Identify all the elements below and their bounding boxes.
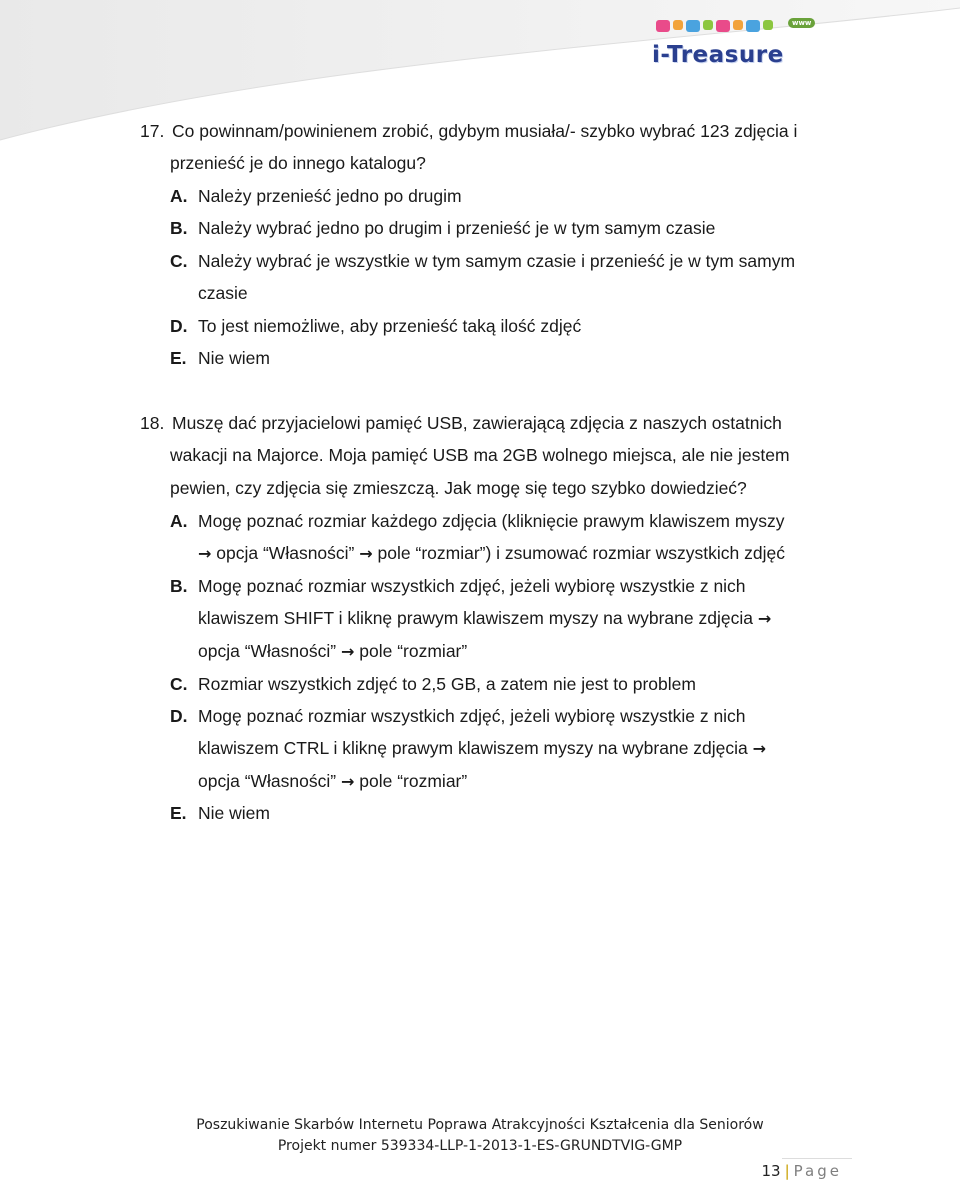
- q17-option-e-label: E.: [170, 348, 187, 368]
- question-17-line-1: Co powinnam/powinienem zrobić, gdybym musiała/- szybko wybrać 123 zdjęcia i: [172, 121, 798, 141]
- arrow-right-icon: →: [340, 772, 355, 791]
- footer-divider: [782, 1158, 852, 1159]
- q18-option-b-line-2: klawiszem SHIFT i kliknę prawym klawiszem myszy na wybrane zdjęcia: [198, 608, 753, 628]
- q17-option-e-text: Nie wiem: [198, 348, 270, 368]
- footer-project-number: Projekt numer 539334-LLP-1-2013-1-ES-GRUNDTVIG-GMP: [277, 1138, 683, 1154]
- logo-bubble-icon: [686, 20, 700, 32]
- q18-option-d-label: D.: [170, 706, 188, 726]
- q18-option-c: [170, 673, 696, 695]
- q18-option-b-line-2-wrap: [198, 607, 771, 630]
- q18-option-a-line-2-part-2: pole “rozmiar”) i zsumować rozmiar wszystkich zdjęć: [377, 543, 785, 563]
- q17-option-c-continuation: czasie: [198, 283, 248, 303]
- q17-option-a: [170, 185, 462, 207]
- arrow-right-icon: →: [757, 609, 772, 628]
- q17-option-c-text: Należy wybrać je wszystkie w tym samym czasie i przenieść je w tym samym: [198, 251, 796, 271]
- arrow-right-icon: →: [198, 544, 212, 563]
- question-18-line-3: pewien, czy zdjęcia się zmieszczą. Jak mogę się tego szybko dowiedzieć?: [170, 478, 747, 498]
- q18-option-b: [170, 575, 188, 597]
- q18-option-d: [170, 705, 188, 727]
- logo-bubble-icon: [673, 20, 683, 30]
- q18-option-b-line-1: Mogę poznać rozmiar wszystkich zdjęć, jeżeli wybiorę wszystkie z nich: [198, 576, 746, 596]
- q18-option-a-line-2-part-1: opcja “Własności”: [216, 543, 355, 563]
- page-separator: |: [784, 1162, 790, 1180]
- q18-option-a-line-1: Mogę poznać rozmiar każdego zdjęcia (kliknięcie prawym klawiszem myszy: [198, 511, 785, 531]
- q18-option-b-line-3: [198, 640, 467, 663]
- q18-option-d-line-3: [198, 770, 467, 793]
- q18-option-e: [170, 802, 270, 824]
- q17-option-b: [170, 217, 716, 239]
- logo-bubble-icon: [746, 20, 760, 32]
- arrow-right-icon: →: [340, 642, 355, 661]
- logo-bubble-icon: [733, 20, 743, 30]
- logo-text: i-Treasure: [652, 42, 784, 68]
- question-17-number: 17.: [140, 121, 165, 141]
- q18-option-a: [170, 510, 785, 532]
- question-17-text-line-1: [172, 120, 848, 142]
- q18-option-e-label: E.: [170, 803, 187, 823]
- q18-option-a-line-2: [198, 542, 785, 565]
- q18-option-d-line-2-wrap: [198, 737, 766, 760]
- logo-bubble-icon: [716, 20, 730, 32]
- logo-bubble-icon: [656, 20, 670, 32]
- q18-option-d-line-1: Mogę poznać rozmiar wszystkich zdjęć, jeżeli wybiorę wszystkie z nich: [198, 706, 746, 726]
- page-number-block: [762, 1162, 842, 1180]
- q18-option-d-line-2: klawiszem CTRL i kliknę prawym klawiszem myszy na wybrane zdjęcia: [198, 738, 748, 758]
- q18-option-e-text: Nie wiem: [198, 803, 270, 823]
- q17-option-a-label: A.: [170, 186, 188, 206]
- q18-option-d-line-3-part-2: pole “rozmiar”: [359, 771, 468, 791]
- logo-www-badge: www: [788, 18, 815, 28]
- page-word: Page: [793, 1162, 842, 1180]
- logo-speech-bubbles: [656, 20, 773, 42]
- q18-option-c-label: C.: [170, 674, 188, 694]
- page-number: 13: [761, 1162, 781, 1180]
- q17-option-d: [170, 315, 582, 337]
- q17-option-a-text: Należy przenieść jedno po drugim: [198, 186, 462, 206]
- question-18-line-2: wakacji na Majorce. Moja pamięć USB ma 2GB wolnego miejsca, ale nie jestem: [170, 445, 790, 465]
- question-17-line-2: przenieść je do innego katalogu?: [170, 153, 426, 173]
- q18-option-c-text: Rozmiar wszystkich zdjęć to 2,5 GB, a zatem nie jest to problem: [198, 674, 696, 694]
- q18-option-a-label: A.: [170, 511, 188, 531]
- q17-option-c: [170, 250, 796, 272]
- q17-option-c-label: C.: [170, 251, 188, 271]
- q17-option-d-label: D.: [170, 316, 188, 336]
- q18-option-b-label: B.: [170, 576, 188, 596]
- i-treasure-logo: [652, 20, 832, 72]
- question-18-line-1: Muszę dać przyjacielowi pamięć USB, zawierającą zdjęcia z naszych ostatnich: [172, 413, 782, 433]
- q18-option-d-line-3-part-1: opcja “Własności”: [198, 771, 337, 791]
- logo-bubble-icon: [703, 20, 713, 30]
- q17-option-b-label: B.: [170, 218, 188, 238]
- q18-option-b-line-3-part-2: pole “rozmiar”: [359, 641, 468, 661]
- q17-option-b-text: Należy wybrać jedno po drugim i przenieść je w tym samym czasie: [198, 218, 716, 238]
- q18-option-b-line-1-wrap: [198, 575, 846, 597]
- logo-bubble-icon: [763, 20, 773, 30]
- q18-option-b-line-3-part-1: opcja “Własności”: [198, 641, 337, 661]
- q18-option-d-line-1-wrap: [198, 705, 846, 727]
- arrow-right-icon: →: [359, 544, 373, 563]
- question-18-number: 18.: [140, 413, 165, 433]
- footer-project-title: Poszukiwanie Skarbów Internetu Poprawa Atrakcyjności Kształcenia dla Seniorów: [196, 1117, 764, 1133]
- question-18-text-line-1: [172, 412, 848, 434]
- arrow-right-icon: →: [752, 739, 767, 758]
- q17-option-d-text: To jest niemożliwe, aby przenieść taką ilość zdjęć: [198, 316, 582, 336]
- q17-option-e: [170, 347, 270, 369]
